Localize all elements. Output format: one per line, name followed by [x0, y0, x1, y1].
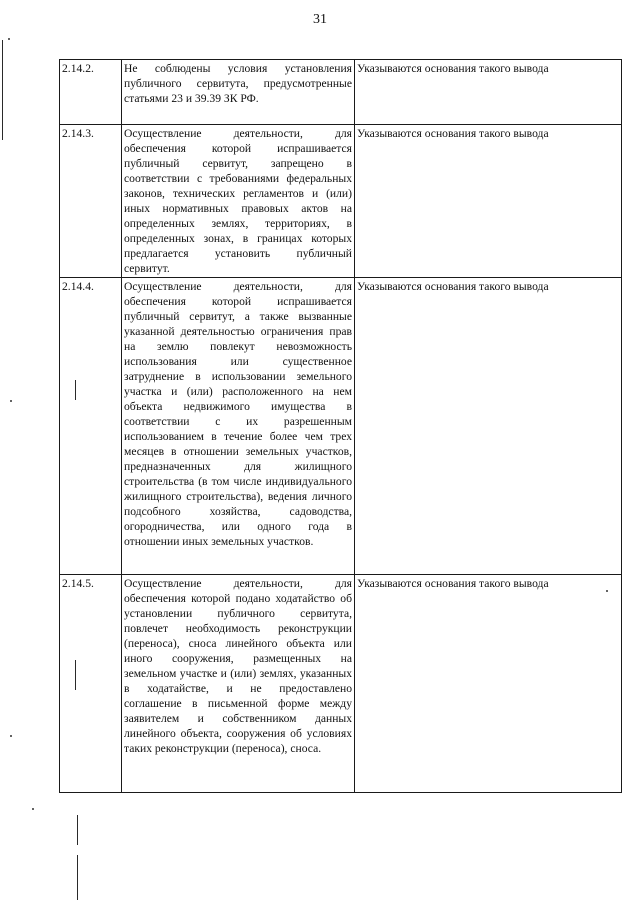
- clause-text: Осуществление деятельности, для обеспечения которой подано ходатайство об установлении публичного сервитута, повлечет необходимость реконструкции (переноса), сноса линейного объекта или иного сооружения, размещенных на земельном участке и (или) землях, указанных в ходатайстве, и не предоставлено соглашение в письменной форме между заявителем и собственником данных линейного объекта, сооружения об условиях таких реконструкции (переноса), сноса.: [122, 575, 355, 793]
- clause-result: Указываются основания такого вывода: [355, 575, 622, 793]
- clause-result: Указываются основания такого вывода: [355, 60, 622, 125]
- scan-artifact: [77, 855, 78, 900]
- clause-number: 2.14.4.: [60, 278, 122, 575]
- clause-text: Осуществление деятельности, для обеспечения которой испрашивается публичный сервитут, запрещено в соответствии с требованиями федеральных законов, технических регламентов и (или) иных нормативных правовых актов на определенных землях, территориях, в определенных зонах, в границах которых предлагается установить публичный сервитут.: [122, 125, 355, 278]
- table-row: [60, 575, 622, 793]
- scan-artifact: [75, 380, 76, 400]
- table-row: [60, 125, 622, 278]
- table-row: [60, 278, 622, 575]
- scan-artifact: [10, 400, 12, 402]
- clause-number: 2.14.3.: [60, 125, 122, 278]
- scan-artifact: [32, 808, 34, 810]
- clause-result: Указываются основания такого вывода: [355, 125, 622, 278]
- page-number: 31: [313, 12, 327, 27]
- scan-artifact: [75, 660, 76, 690]
- clause-result: Указываются основания такого вывода: [355, 278, 622, 575]
- scan-artifact: [2, 40, 3, 140]
- clause-text: Не соблюдены условия установления публичного сервитута, предусмотренные статьями 23 и 39.39 ЗК РФ.: [122, 60, 355, 125]
- grounds-table: [59, 59, 622, 793]
- scan-artifact: [606, 590, 608, 592]
- table-row: [60, 60, 622, 125]
- scan-artifact: [8, 38, 10, 40]
- clause-number: 2.14.5.: [60, 575, 122, 793]
- clause-text: Осуществление деятельности, для обеспечения которой испрашивается публичный сервитут, а также вызванные указанной деятельностью ограничения прав на землю повлекут невозможность использования или существенное затруднение в использовании земельного участка и (или) расположенного на нем объекта недвижимого имущества в соответствии с их разрешенным использованием в течение более чем трех месяцев в отношении земельных участков, предназначенных для жилищного строительства (в том числе индивидуального жилищного строительства), ведения личного подсобного хозяйства, садоводства, огородничества, или одного года в отношении иных земельных участков.: [122, 278, 355, 575]
- scan-artifact: [77, 815, 78, 845]
- clause-number: 2.14.2.: [60, 60, 122, 125]
- scan-artifact: [10, 735, 12, 737]
